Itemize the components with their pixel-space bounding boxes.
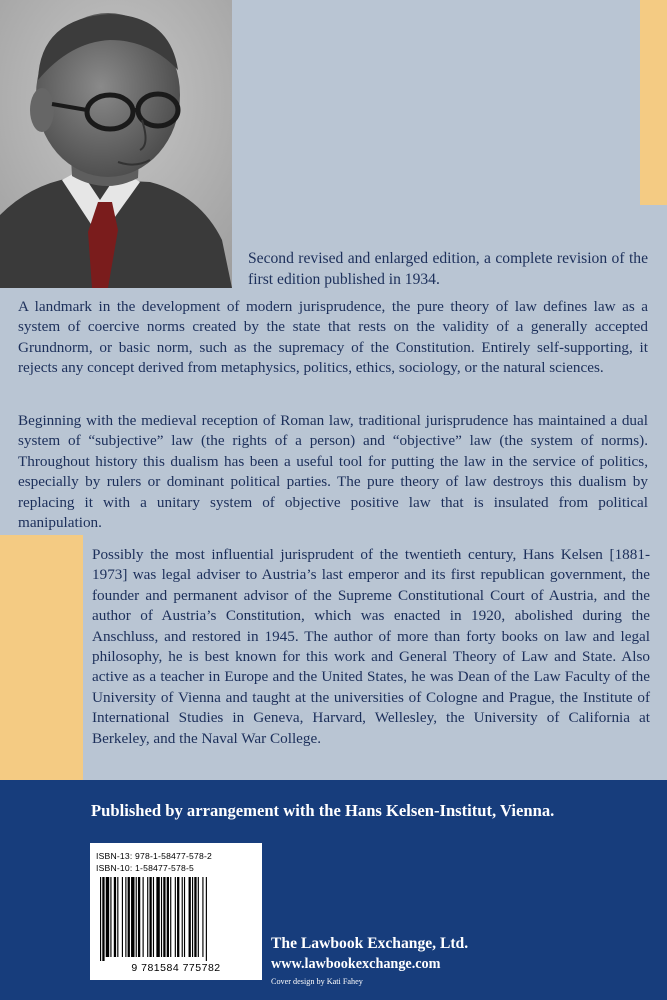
isbn-barcode [90,843,262,980]
author-portrait [0,0,232,288]
publisher-url: www.lawbookexchange.com [271,956,441,972]
barcode-digits: 9 781584 775782 [131,962,221,974]
cover-design-credit: Cover design by Kati Fahey [271,977,363,986]
accent-bar-top [640,0,667,205]
author-bio-paragraph: Possibly the most influential jurisprudent of the twentieth century, Hans Kelsen [1881-1973] was legal adviser to Austria’s last emperor and its first republican government, the founder and permanent advisor of the Supreme Constitutional Court of Austria, and the author of Austria’s Constitution, which was enacted in 1920, abolished during the Anschluss, and restored in 1945. The author of more than forty books on law and legal philosophy, he is best known for this work and General Theory of Law and State. Also active as a teacher in Europe and the United States, he was Dean of the Law Faculty of the University of Vienna and taught at the universities of Cologne and Prague, the Institute of International Studies in Geneva, Harvard, Wellesley, the University of California at Berkeley, and the Naval War College. [92,546,650,747]
publisher-name: The Lawbook Exchange, Ltd. [271,935,469,952]
accent-bar-middle [0,535,83,780]
barcode-bars [100,877,252,961]
description-paragraph-1: A landmark in the development of modern jurisprudence, the pure theory of law defines law as a system of coercive norms created by the state that rests on the validity of a generally accepted Grundnorm, or basic norm, such as the supremacy of the Constitution. Entirely self-supporting, it rejects any concept derived from metaphysics, politics, ethics, sociology, or the natural sciences. [18,298,648,377]
isbn-13-label: ISBN-13: 978-1-58477-578-2 [96,851,213,861]
description-paragraph-2: Beginning with the medieval reception of Roman law, traditional jurisprudence has maintained a dual system of “subjective” law (the rights of a person) and “objective” law (the system of norms). Throughout history this dualism has been a useful tool for putting the law in the service of politics, especially by rulers or dominant political parties. The pure theory of law destroys this dualism by replacing it with a unitary system of objective positive law that is insulated from political manipulation. [18,412,648,532]
isbn-10-label: ISBN-10: 1-58477-578-5 [96,863,195,873]
edition-note: Second revised and enlarged edition, a complete revision of the first edition published in 1934. [248,250,648,288]
publisher-arrangement-note: Published by arrangement with the Hans Kelsen-Institut, Vienna. [91,801,555,820]
